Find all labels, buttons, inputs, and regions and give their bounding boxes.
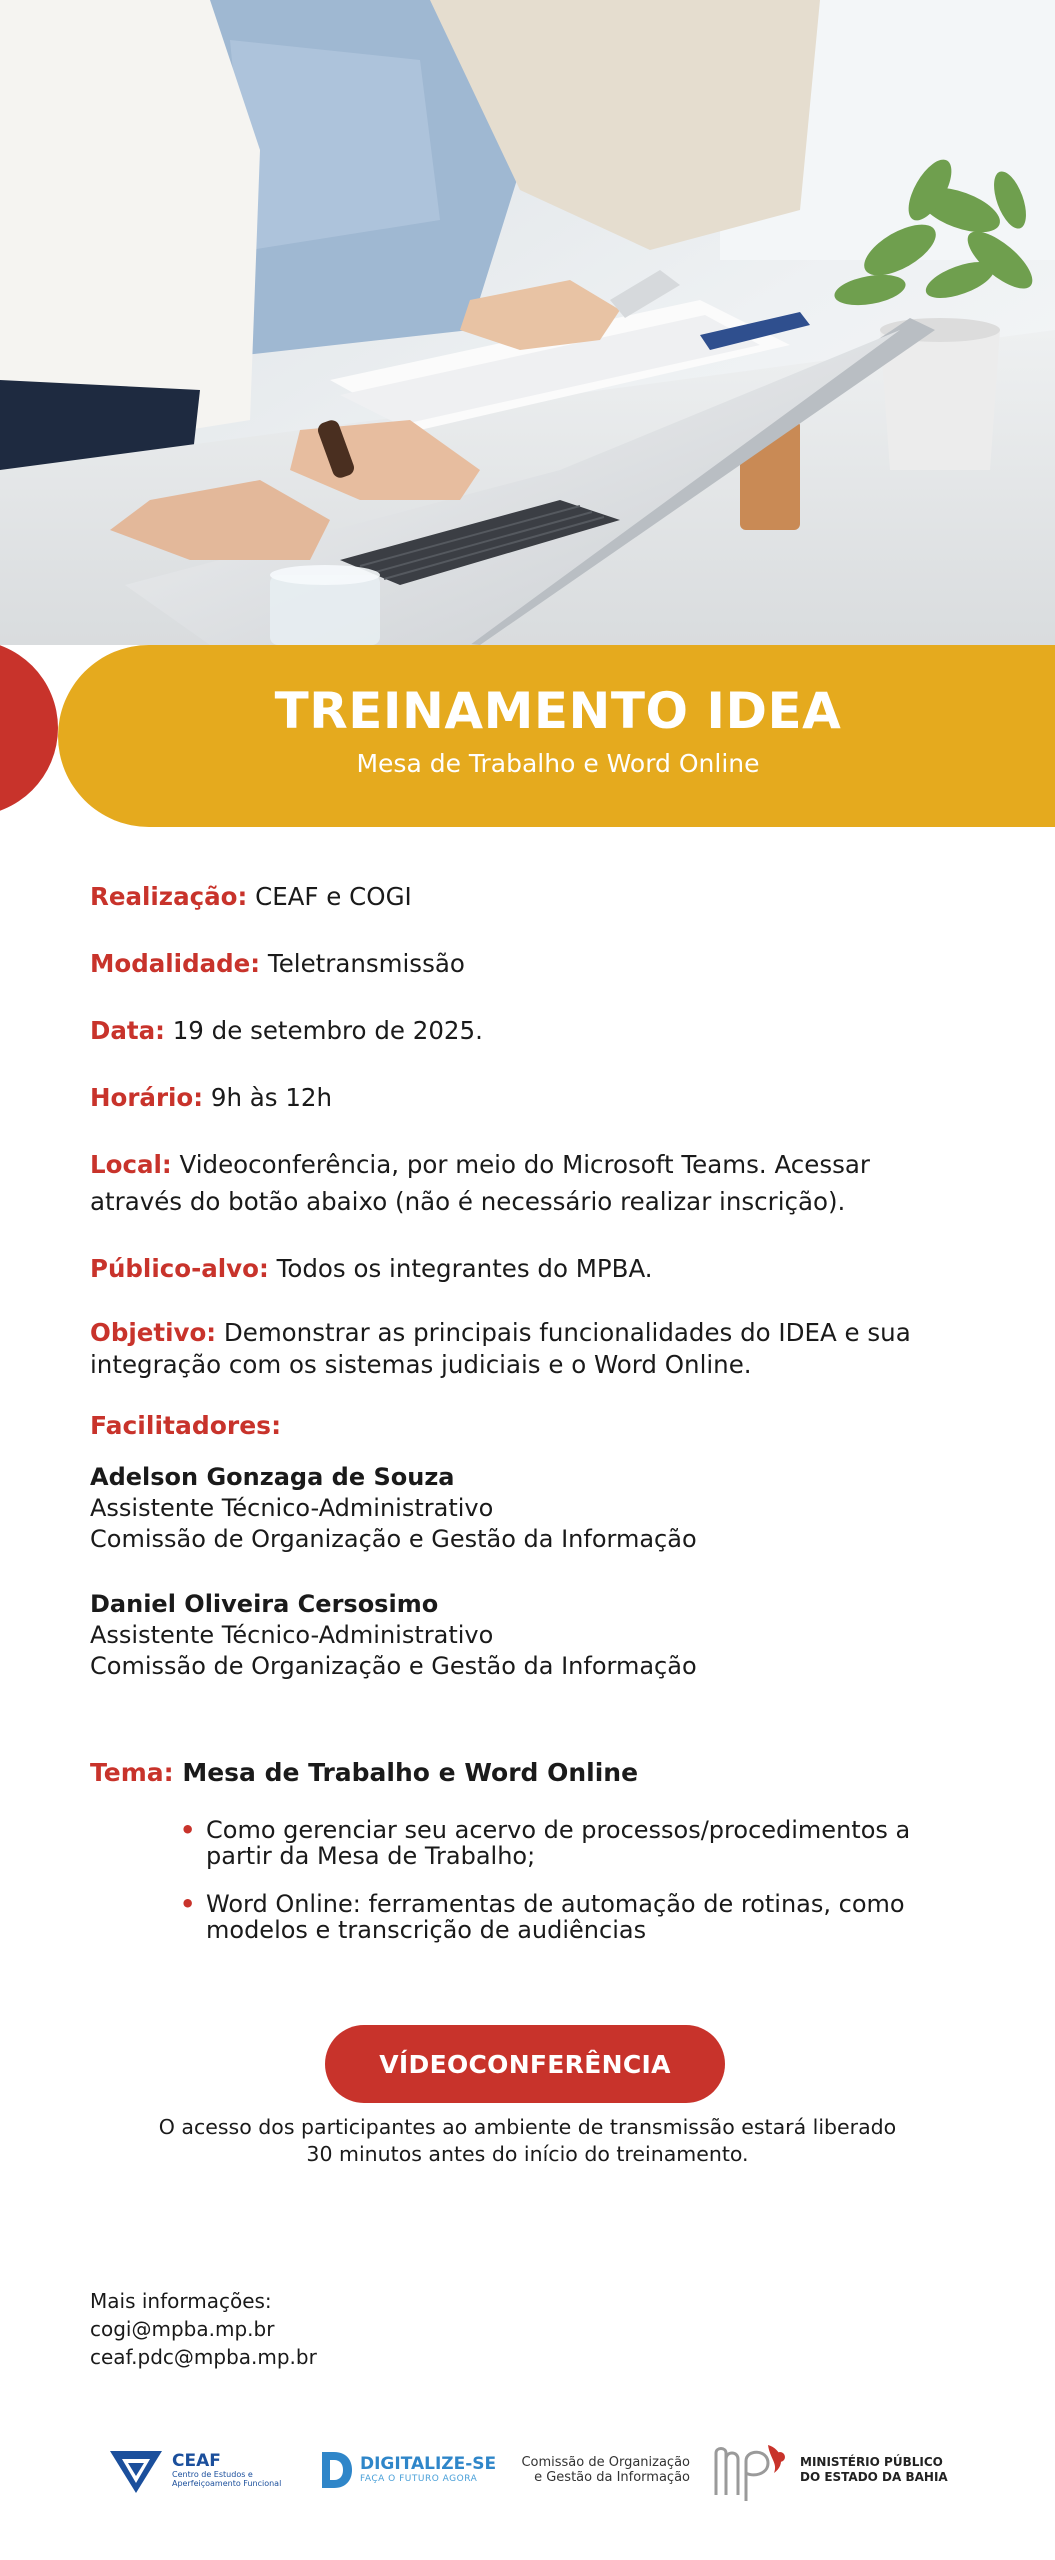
more-info xyxy=(90,2287,317,2371)
facilitator-card xyxy=(90,1462,960,1555)
mpba-logo xyxy=(712,2430,952,2510)
info-value: Videoconferência, por meio do Microsoft Teams. Acessar através do botão abaixo (não é necessário realizar inscrição). xyxy=(90,1150,870,1216)
email-link-ceaf[interactable]: ceaf.pdc@mpba.mp.br xyxy=(90,2345,317,2369)
hero-photo xyxy=(0,0,1055,645)
info-data xyxy=(90,1012,960,1049)
info-realizacao xyxy=(90,878,960,915)
tema-value: Mesa de Trabalho e Word Online xyxy=(173,1758,639,1787)
tema-bullets xyxy=(90,1817,980,1943)
info-label: Objetivo: xyxy=(90,1318,217,1347)
facilitator-name: Adelson Gonzaga de Souza xyxy=(90,1463,455,1491)
info-label: Horário: xyxy=(90,1083,204,1112)
ceaf-name: CEAF xyxy=(172,2451,221,2471)
facilitator-role: Assistente Técnico-Administrativo xyxy=(90,1494,494,1522)
facilitator-role: Assistente Técnico-Administrativo xyxy=(90,1621,494,1649)
facilitator-name: Daniel Oliveira Cersosimo xyxy=(90,1590,439,1618)
tema-label: Tema: xyxy=(90,1758,174,1787)
info-local xyxy=(90,1146,960,1220)
office-desk-illustration xyxy=(0,0,1055,645)
mpba-line1: MINISTÉRIO PÚBLICO xyxy=(800,2455,943,2469)
digitalize-tagline: FAÇA O FUTURO AGORA xyxy=(360,2474,478,2484)
facilitator-dept: Comissão de Organização e Gestão da Informação xyxy=(90,1652,697,1680)
page-title: TREINAMENTO IDEA xyxy=(274,682,842,740)
info-value: CEAF e COGI xyxy=(247,882,412,911)
list-item: • Word Online: ferramentas de automação de rotinas, como modelos e transcrição de audiências xyxy=(180,1891,980,1943)
info-publico-alvo xyxy=(90,1250,960,1287)
event-details xyxy=(90,878,960,1965)
info-value: Todos os integrantes do MPBA. xyxy=(268,1254,653,1283)
mpba-line2: DO ESTADO DA BAHIA xyxy=(800,2470,948,2484)
access-note: O acesso dos participantes ao ambiente de transmissão estará liberado 30 minutos antes do início do treinamento. xyxy=(158,2115,897,2166)
page-subtitle: Mesa de Trabalho e Word Online xyxy=(356,749,760,778)
info-value: Demonstrar as principais funcionalidades do IDEA e sua integração com os sistemas judiciais e o Word Online. xyxy=(90,1318,911,1379)
info-value: Teletransmissão xyxy=(260,949,465,978)
footer-logos xyxy=(0,2430,1055,2510)
cogi-logo xyxy=(520,2430,690,2510)
facilitators-heading: Facilitadores: xyxy=(90,1411,282,1440)
ceaf-tagline: Centro de Estudos e Aperfeiçoamento Funcional xyxy=(172,2470,282,2488)
email-link-cogi[interactable]: cogi@mpba.mp.br xyxy=(90,2317,275,2341)
info-value: 9h às 12h xyxy=(203,1083,333,1112)
mpba-emblem-icon xyxy=(712,2439,792,2501)
info-label: Realização: xyxy=(90,882,248,911)
info-label: Modalidade: xyxy=(90,949,261,978)
ceaf-logo xyxy=(108,2430,288,2510)
facilitator-dept: Comissão de Organização e Gestão da Informação xyxy=(90,1525,697,1553)
decorative-red-circle xyxy=(0,640,58,816)
info-value: 19 de setembro de 2025. xyxy=(164,1016,483,1045)
info-label: Público-alvo: xyxy=(90,1254,269,1283)
cogi-line1: Comissão de Organização xyxy=(521,2455,690,2470)
info-horario xyxy=(90,1079,960,1116)
tema-line xyxy=(90,1754,960,1791)
info-modalidade xyxy=(90,945,960,982)
ceaf-emblem-icon xyxy=(108,2445,164,2495)
digitalize-d-icon xyxy=(318,2448,354,2492)
list-item: • Como gerenciar seu acervo de processos/procedimentos a partir da Mesa de Trabalho; xyxy=(180,1817,980,1869)
info-objetivo xyxy=(90,1317,960,1381)
info-label: Data: xyxy=(90,1016,165,1045)
digitalize-name: DIGITALIZE-SE xyxy=(360,2454,497,2474)
videoconferencia-button[interactable]: VÍDEOCONFERÊNCIA xyxy=(325,2025,725,2103)
digitalize-logo xyxy=(318,2430,498,2510)
facilitator-card xyxy=(90,1589,960,1682)
cogi-line2: e Gestão da Informação xyxy=(534,2470,690,2485)
info-label: Local: xyxy=(90,1150,172,1179)
more-info-label: Mais informações: xyxy=(90,2289,272,2313)
